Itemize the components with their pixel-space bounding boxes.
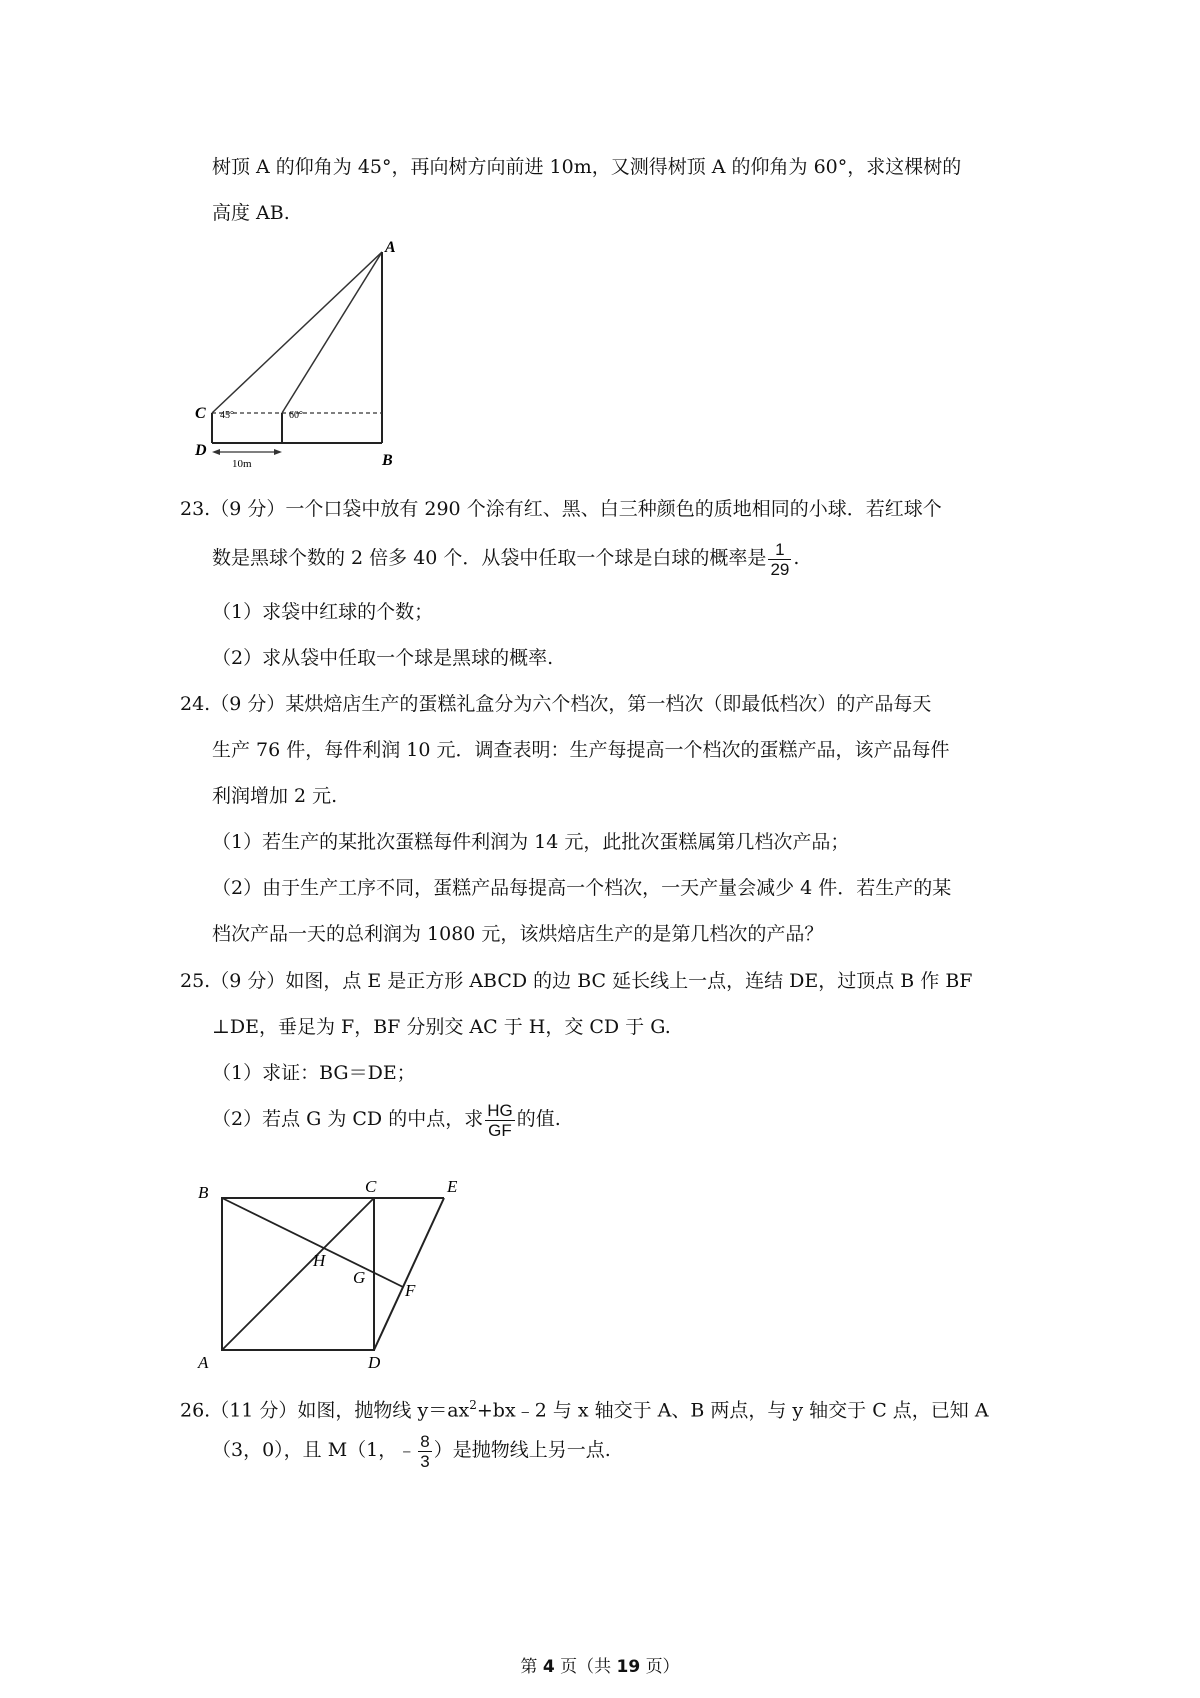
q25-part2 xyxy=(212,1096,561,1142)
footer-pre: 第 xyxy=(520,1657,538,1677)
q25-head: 25.（9 分）如图，点 E 是正方形 ABCD 的边 BC 延长线上一点，连结 DE，过顶点 B 作 BF xyxy=(180,970,973,992)
label-d: D xyxy=(195,442,207,459)
label-c: C xyxy=(195,405,206,422)
q22-line1: 树顶 A 的仰角为 45°，再向树方向前进 10m，又测得树顶 A 的仰角为 60°，求这棵树的 xyxy=(212,156,962,178)
q26-line2-end: ）是抛物线上另一点. xyxy=(433,1439,611,1461)
label-h2: H xyxy=(313,1251,326,1270)
label-a2: A xyxy=(198,1353,209,1372)
line-de xyxy=(374,1198,444,1350)
angle-45-label: 45° xyxy=(220,410,234,421)
dim-arrow-right xyxy=(274,449,282,455)
q23-frac-num: 1 xyxy=(768,540,791,560)
dim-arrow-left xyxy=(212,449,220,455)
q23-fraction xyxy=(768,540,791,579)
q25-part1: （1）求证：BG＝DE； xyxy=(212,1062,416,1084)
q26-line2 xyxy=(212,1427,611,1473)
label-f2: F xyxy=(405,1281,416,1300)
q24-line3: 利润增加 2 元. xyxy=(212,785,338,807)
label-a: A xyxy=(385,240,396,256)
page-number: 4 xyxy=(542,1657,555,1677)
distance-label: 10m xyxy=(232,458,252,470)
label-d2: D xyxy=(368,1353,381,1372)
label-b: B xyxy=(382,452,393,469)
q26-head xyxy=(180,1390,989,1425)
q23-line2-end: . xyxy=(793,547,800,569)
q26-head-text: 26.（11 分）如图，抛物线 y＝ax xyxy=(180,1399,470,1422)
q23-line2-text: 数是黑球个数的 2 倍多 40 个．从袋中任取一个球是白球的概率是 xyxy=(212,547,767,569)
label-e2: E xyxy=(447,1177,458,1196)
q25-part2-text: （2）若点 G 为 CD 的中点，求 xyxy=(212,1108,484,1130)
q26-frac-num: 8 xyxy=(420,1431,430,1451)
line-bf xyxy=(222,1198,403,1287)
label-c2: C xyxy=(365,1177,377,1196)
q23-head: 23.（9 分）一个口袋中放有 290 个涂有红、黑、白三种颜色的质地相同的小球．若红球个 xyxy=(180,498,942,520)
q26-fraction xyxy=(418,1432,431,1471)
footer-post: 页） xyxy=(645,1657,680,1677)
q26-head-end: +bx﹣2 与 x 轴交于 A、B 两点，与 y 轴交于 C 点，已知 A xyxy=(476,1399,989,1422)
q25-part2-end: 的值. xyxy=(516,1108,561,1130)
square-figure xyxy=(195,1172,495,1372)
q26-exponent: 2 xyxy=(469,1398,477,1412)
label-g2: G xyxy=(353,1268,366,1287)
footer-mid: 页（共 xyxy=(560,1657,612,1677)
q26-frac-den: 3 xyxy=(420,1451,430,1471)
q25-line2: ⊥DE，垂足为 F，BF 分别交 AC 于 H，交 CD 于 G. xyxy=(212,1016,671,1038)
q26-line2-text: （3，0），且 M（1，﹣ xyxy=(212,1439,417,1461)
q22-line2: 高度 AB. xyxy=(212,202,290,224)
q24-part2b: 档次产品一天的总利润为 1080 元，该烘焙店生产的是第几档次的产品？ xyxy=(212,923,824,945)
q25-frac-den: GF xyxy=(488,1120,512,1140)
angle-60-label: 60° xyxy=(289,410,303,421)
page-footer xyxy=(0,1652,1200,1677)
q23-line2 xyxy=(212,535,799,581)
q25-fraction xyxy=(485,1101,515,1140)
q24-line2: 生产 76 件，每件利润 10 元．调查表明：生产每提高一个档次的蛋糕产品，该产品每件 xyxy=(212,739,950,761)
q23-frac-den: 29 xyxy=(770,559,790,579)
q23-part1: （1）求袋中红球的个数； xyxy=(212,601,434,623)
label-b2: B xyxy=(198,1183,209,1202)
q25-frac-num: HG xyxy=(487,1100,513,1120)
q24-head: 24.（9 分）某烘焙店生产的蛋糕礼盒分为六个档次，第一档次（即最低档次）的产品每天 xyxy=(180,693,932,715)
tree-elevation-figure xyxy=(190,240,430,480)
line-ac xyxy=(222,1198,374,1350)
q24-part2a: （2）由于生产工序不同，蛋糕产品每提高一个档次，一天产量会减少 4 件．若生产的某 xyxy=(212,877,952,899)
q23-part2: （2）求从袋中任取一个球是黑球的概率. xyxy=(212,647,554,669)
page-total: 19 xyxy=(616,1657,641,1677)
q24-part1: （1）若生产的某批次蛋糕每件利润为 14 元，此批次蛋糕属第几档次产品； xyxy=(212,831,850,853)
